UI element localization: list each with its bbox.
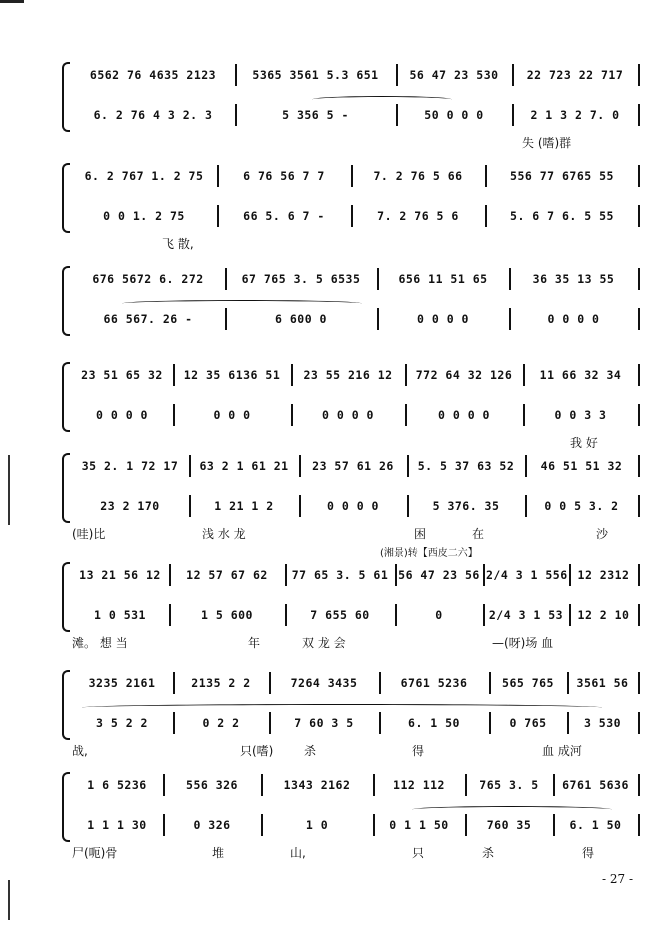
barline	[189, 495, 191, 517]
measure: 6562 76 4635 2123	[89, 68, 217, 82]
melody-staff	[72, 674, 634, 692]
lyrics-line	[72, 525, 634, 541]
barline	[351, 205, 353, 227]
barline	[225, 268, 227, 290]
barline	[485, 165, 487, 187]
measure: 6. 2 76 4 3 2. 3	[93, 108, 213, 122]
measure: 2 1 3 2 7. 0	[530, 108, 620, 122]
barline	[396, 104, 398, 126]
melody-staff	[72, 566, 634, 584]
barline	[396, 64, 398, 86]
vocal-staff	[72, 816, 634, 834]
measure: 1 0	[305, 818, 329, 832]
measure: 35 2. 1 72 17	[81, 459, 179, 473]
measure: 772 64 32 126	[415, 368, 513, 382]
measure: 63 2 1 61 21	[199, 459, 289, 473]
barline	[173, 672, 175, 694]
lyrics-line	[72, 434, 634, 450]
barline	[269, 712, 271, 734]
measure: 112 112	[393, 778, 445, 792]
barline	[523, 404, 525, 426]
slur	[82, 704, 602, 711]
vocal-staff	[72, 497, 634, 515]
measure: 0 1 1 50	[389, 818, 449, 832]
measure: 1 21 1 2	[214, 499, 274, 513]
lyric: 沙	[596, 527, 609, 541]
barline	[638, 495, 640, 517]
lyrics-line	[72, 134, 634, 150]
barline	[638, 604, 640, 626]
lyric: 双 龙 会	[302, 636, 346, 650]
melody-staff	[72, 366, 634, 384]
lyric: 堆	[212, 846, 225, 860]
barline	[173, 364, 175, 386]
slur	[312, 96, 452, 103]
measure: 6761 5636	[562, 778, 629, 792]
measure: 5 376. 35	[432, 499, 500, 513]
system-bracket	[62, 670, 70, 740]
barline	[235, 104, 237, 126]
barline	[638, 165, 640, 187]
measure: 0	[435, 608, 443, 622]
vocal-staff	[72, 406, 634, 424]
measure: 765 3. 5	[479, 778, 539, 792]
measure: 2/4 3 1 556	[486, 568, 568, 582]
barline	[235, 64, 237, 86]
barline	[489, 712, 491, 734]
measure: 13 21 56 12	[79, 568, 161, 582]
left-margin-rule	[8, 455, 10, 525]
lyric: 尸(呃)骨	[72, 846, 118, 860]
lyric: 得	[412, 744, 425, 758]
measure: 6. 1 50	[408, 716, 460, 730]
barline	[489, 672, 491, 694]
barline	[509, 268, 511, 290]
measure: 1 6 5236	[87, 778, 147, 792]
measure: 56 47 23 530	[409, 68, 499, 82]
system-bracket	[62, 772, 70, 842]
barline	[525, 455, 527, 477]
measure: 0 0 0 0	[417, 312, 469, 326]
lyric: 杀	[304, 744, 317, 758]
barline	[291, 404, 293, 426]
measure: 0 326	[193, 818, 231, 832]
lyric: 山,	[290, 846, 306, 860]
vocal-staff	[72, 714, 634, 732]
measure: 23 55 216 12	[303, 368, 393, 382]
measure: 0 0 0 0	[322, 408, 374, 422]
measure: 7 655 60	[310, 608, 370, 622]
barline	[379, 712, 381, 734]
measure: 3 530	[583, 716, 622, 730]
measure: 7. 2 76 5 6	[377, 209, 459, 223]
barline	[405, 404, 407, 426]
page-edge-mark	[0, 0, 24, 3]
measure: 7 60 3 5	[294, 716, 354, 730]
measure: 565 765	[502, 676, 554, 690]
measure: 1 0 531	[94, 608, 146, 622]
barline	[299, 495, 301, 517]
measure: 66 567. 26 -	[103, 312, 193, 326]
measure: 7. 2 76 5 66	[373, 169, 463, 183]
barline	[169, 604, 171, 626]
melody-staff	[72, 776, 634, 794]
barline	[217, 165, 219, 187]
system-bracket	[62, 362, 70, 432]
barline	[405, 364, 407, 386]
barline	[351, 165, 353, 187]
barline	[483, 604, 485, 626]
lyric: 失 (嗜)群	[522, 136, 572, 150]
lyric: 飞 散,	[162, 237, 194, 251]
lyric: 年	[248, 636, 261, 650]
melody-staff	[72, 167, 634, 185]
barline	[553, 774, 555, 796]
barline	[465, 774, 467, 796]
barline	[638, 364, 640, 386]
barline	[225, 308, 227, 330]
barline	[569, 564, 571, 586]
barline	[173, 712, 175, 734]
barline	[377, 308, 379, 330]
slur	[412, 806, 612, 813]
lyric: 只(嗜)	[240, 744, 274, 758]
barline	[285, 564, 287, 586]
measure: 12 2 10	[577, 608, 630, 622]
barline	[638, 104, 640, 126]
barline	[512, 64, 514, 86]
measure: 6. 2 767 1. 2 75	[84, 169, 204, 183]
barline	[569, 604, 571, 626]
measure: 5 356 5 -	[282, 108, 349, 122]
barline	[638, 308, 640, 330]
barline	[285, 604, 287, 626]
lyrics-line	[72, 235, 634, 251]
melody-staff	[72, 66, 634, 84]
barline	[261, 774, 263, 796]
measure: 0 0 0 0	[96, 408, 148, 422]
melody-staff	[72, 270, 634, 288]
measure: 6761 5236	[400, 676, 468, 690]
barline	[567, 672, 569, 694]
barline	[261, 814, 263, 836]
vocal-staff	[72, 606, 634, 624]
barline	[553, 814, 555, 836]
barline	[291, 364, 293, 386]
barline	[373, 774, 375, 796]
barline	[512, 104, 514, 126]
measure: 1 5 600	[201, 608, 253, 622]
barline	[638, 774, 640, 796]
barline	[525, 495, 527, 517]
lyric: 在	[472, 527, 485, 541]
barline	[483, 564, 485, 586]
measure: 5. 6 7 6. 5 55	[510, 209, 614, 223]
lyric: 只	[412, 846, 425, 860]
barline	[189, 455, 191, 477]
lyrics-line	[72, 844, 634, 860]
barline	[465, 814, 467, 836]
barline	[638, 268, 640, 290]
lyric: 我 好	[570, 436, 598, 450]
barline	[638, 564, 640, 586]
measure: 5365 3561 5.3 651	[252, 68, 379, 82]
measure: 36 35 13 55	[532, 272, 615, 286]
barline	[169, 564, 171, 586]
system-bracket	[62, 163, 70, 233]
measure: 556 326	[186, 778, 238, 792]
measure: 0 0 3 3	[554, 408, 607, 422]
measure: 0 0 0	[213, 408, 251, 422]
measure: 556 77 6765 55	[510, 169, 614, 183]
measure: 0 0 1. 2 75	[103, 209, 185, 223]
measure: 46 51 51 32	[540, 459, 623, 473]
measure: 1 1 1 30	[87, 818, 147, 832]
barline	[395, 564, 397, 586]
measure: 12 2312	[577, 568, 630, 582]
barline	[163, 814, 165, 836]
barline	[379, 672, 381, 694]
barline	[523, 364, 525, 386]
measure: 0 0 5 3. 2	[544, 499, 619, 513]
lyric: 困	[414, 527, 427, 541]
barline	[407, 455, 409, 477]
barline	[638, 64, 640, 86]
barline	[638, 672, 640, 694]
measure: 12 35 6136 51	[183, 368, 281, 382]
measure: 0 0 0 0	[438, 408, 490, 422]
vocal-staff	[72, 310, 634, 328]
lyric: (哇)比	[72, 527, 106, 541]
measure: 0 0 0 0	[547, 312, 600, 326]
measure: 2135 2 2	[191, 676, 251, 690]
measure: 67 765 3. 5 6535	[241, 272, 361, 286]
barline	[269, 672, 271, 694]
measure: 6. 1 50	[569, 818, 622, 832]
measure: 77 65 3. 5 61	[291, 568, 389, 582]
lyric: —(呀)场 血	[492, 636, 554, 650]
measure: 0 765	[509, 716, 547, 730]
measure: 0 0 0 0	[327, 499, 379, 513]
barline	[638, 814, 640, 836]
measure: 56 47 23 56	[398, 568, 480, 582]
lyric: 杀	[482, 846, 495, 860]
vocal-staff	[72, 106, 634, 124]
measure: 66 5. 6 7 -	[243, 209, 325, 223]
measure: 11 66 32 34	[539, 368, 622, 382]
measure: 3235 2161	[88, 676, 156, 690]
barline	[485, 205, 487, 227]
measure: 760 35	[486, 818, 532, 832]
system-bracket	[62, 562, 70, 632]
lyric: 滩。 想 当	[72, 636, 128, 650]
left-margin-rule	[8, 880, 10, 920]
section-annotation: (湘景)转【西皮二六】	[380, 548, 478, 559]
barline	[638, 455, 640, 477]
system-bracket	[62, 62, 70, 132]
barline	[638, 404, 640, 426]
barline	[395, 604, 397, 626]
measure: 23 2 170	[100, 499, 160, 513]
measure: 6 600 0	[275, 312, 327, 326]
barline	[163, 774, 165, 796]
measure: 3561 56	[576, 676, 629, 690]
measure: 676 5672 6. 272	[92, 272, 204, 286]
system-bracket	[62, 453, 70, 523]
lyrics-line	[72, 742, 634, 758]
measure: 5. 5 37 63 52	[417, 459, 515, 473]
barline	[173, 404, 175, 426]
measure: 23 57 61 26	[312, 459, 394, 473]
barline	[509, 308, 511, 330]
measure: 1343 2162	[283, 778, 351, 792]
barline	[407, 495, 409, 517]
measure: 23 51 65 32	[81, 368, 163, 382]
lyric: 战,	[72, 744, 88, 758]
page-number: - 27 -	[601, 872, 633, 886]
barline	[638, 712, 640, 734]
slur	[122, 300, 362, 307]
lyrics-line	[72, 634, 634, 650]
lyric: 得	[582, 846, 595, 860]
system-bracket	[62, 266, 70, 336]
measure: 6 76 56 7 7	[243, 169, 325, 183]
barline	[638, 205, 640, 227]
lyric: 血 成河	[542, 744, 582, 758]
barline	[373, 814, 375, 836]
barline	[299, 455, 301, 477]
barline	[567, 712, 569, 734]
melody-staff	[72, 457, 634, 475]
measure: 12 57 67 62	[186, 568, 268, 582]
measure: 3 5 2 2	[96, 716, 148, 730]
measure: 0 2 2	[202, 716, 240, 730]
measure: 7264 3435	[290, 676, 358, 690]
barline	[217, 205, 219, 227]
barline	[377, 268, 379, 290]
measure: 2/4 3 1 53	[488, 608, 564, 622]
measure: 50 0 0 0	[424, 108, 484, 122]
vocal-staff	[72, 207, 634, 225]
measure: 22 723 22 717	[526, 68, 624, 82]
lyric: 浅 水 龙	[202, 527, 246, 541]
measure: 656 11 51 65	[398, 272, 488, 286]
